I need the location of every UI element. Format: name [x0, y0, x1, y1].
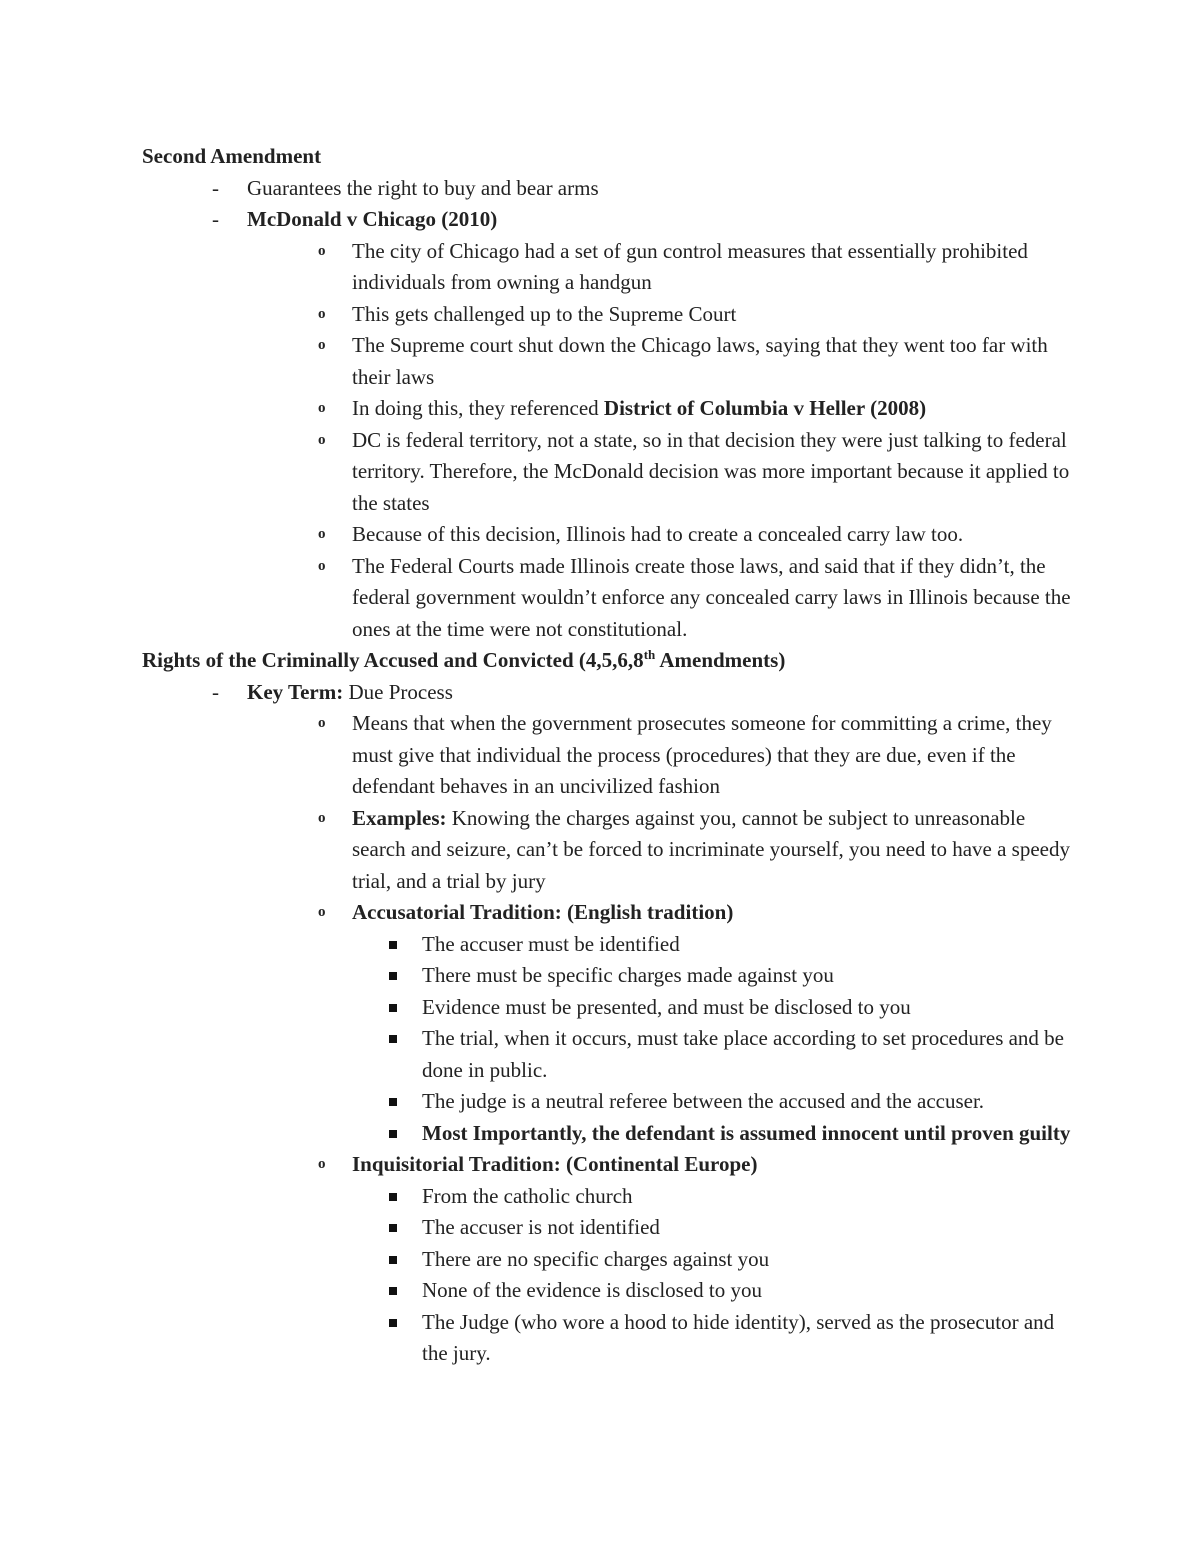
square-bullet — [389, 1224, 397, 1232]
list-item-text: There must be specific charges made against you — [422, 963, 834, 987]
list-item-text: Because of this decision, Illinois had to create a concealed carry law too. — [352, 522, 964, 546]
list-item-text: In doing this, they referenced — [352, 396, 604, 420]
circle-bullet: o — [318, 1156, 326, 1172]
due-process-sublist — [177, 708, 1082, 1370]
list-item-text: Guarantees the right to buy and bear arms — [247, 175, 599, 200]
square-bullet — [389, 1287, 397, 1295]
examples-label: Examples: — [352, 805, 447, 830]
list-item — [352, 1212, 1082, 1244]
accusatorial-sublist — [282, 929, 1082, 1150]
list-item — [282, 803, 1082, 898]
list-item — [282, 393, 1082, 425]
dash-bullet: - — [212, 175, 219, 200]
list-item-text: This gets challenged up to the Supreme Court — [352, 301, 737, 326]
list-item — [352, 1307, 1082, 1370]
list-item — [282, 1149, 1082, 1370]
mcdonald-sublist — [177, 236, 1082, 646]
list-item — [352, 1244, 1082, 1276]
key-term-label: Key Term: — [247, 679, 344, 704]
square-bullet — [389, 1130, 397, 1138]
list-item — [142, 204, 1082, 645]
heading-rights-accused — [142, 645, 1082, 677]
list-item — [282, 330, 1082, 393]
list-item — [352, 1118, 1082, 1150]
list-item — [282, 551, 1082, 646]
circle-bullet: o — [318, 904, 326, 920]
square-bullet — [389, 1004, 397, 1012]
list-item — [282, 708, 1082, 803]
heading-second-amendment: Second Amendment — [142, 144, 322, 168]
dash-bullet: - — [212, 679, 219, 704]
list-item — [352, 1086, 1082, 1118]
list-item-text: Most Importantly, the defendant is assumed innocent until proven guilty — [422, 1120, 1071, 1145]
circle-bullet: o — [318, 431, 326, 448]
square-bullet — [389, 1256, 397, 1264]
list-item — [282, 299, 1082, 331]
list-item-text: Knowing the charges against you, cannot be subject to unreasonable search and seizure, can’t be forced to incriminate yourself, you need to have a speedy trial, and a trial by jury — [352, 805, 1070, 893]
square-bullet — [389, 1319, 397, 1327]
list-item — [352, 992, 1082, 1024]
list-item-text: The accuser must be identified — [422, 931, 680, 956]
list-item — [282, 897, 1082, 1149]
circle-bullet: o — [318, 809, 326, 826]
list-item — [142, 677, 1082, 1370]
square-bullet — [389, 1193, 397, 1201]
list-item-text: From the catholic church — [422, 1183, 633, 1208]
list-item — [282, 519, 1082, 551]
list-item-text: None of the evidence is disclosed to you — [422, 1278, 762, 1302]
square-bullet — [389, 972, 397, 980]
list-item — [352, 1023, 1082, 1086]
list-item-text: DC is federal territory, not a state, so in that decision they were just talking to federal territory. Therefore, the McDonald decision was more important because it applied to the states — [352, 427, 1070, 515]
list-item — [282, 236, 1082, 299]
heading-text: Rights of the Criminally Accused and Convicted (4,5,6,8 — [142, 648, 644, 672]
list-item — [142, 173, 1082, 205]
list-item-text: The Judge (who wore a hood to hide identity), served as the prosecutor and the jury. — [422, 1309, 1055, 1365]
circle-bullet: o — [318, 242, 326, 259]
list-item — [352, 960, 1082, 992]
list-item-text: The Federal Courts made Illinois create those laws, and said that if they didn’t, the federal government wouldn’t enforce any concealed carry laws in Illinois because the ones at the time were not constitutional. — [352, 553, 1071, 641]
circle-bullet: o — [318, 557, 326, 574]
circle-bullet: o — [318, 337, 326, 353]
accusatorial-label: Accusatorial Tradition: (English tradition) — [352, 900, 734, 924]
list-item — [352, 1181, 1082, 1213]
circle-bullet: o — [318, 400, 326, 416]
inquisitorial-label: Inquisitorial Tradition: (Continental Europe) — [352, 1152, 758, 1176]
key-term-value: Due Process — [343, 679, 453, 704]
list-item — [352, 1275, 1082, 1307]
rights-list — [142, 677, 1082, 1370]
circle-bullet: o — [318, 715, 326, 731]
notes-content — [142, 141, 1082, 1370]
square-bullet — [389, 1098, 397, 1106]
list-item — [352, 929, 1082, 961]
heading-text-end: Amendments) — [655, 648, 786, 672]
second-amendment-list — [142, 173, 1082, 646]
list-item-text: The Supreme court shut down the Chicago laws, saying that they went too far with their laws — [352, 333, 1048, 389]
case-title: McDonald v Chicago (2010) — [247, 207, 498, 231]
list-item-text: The city of Chicago had a set of gun control measures that essentially prohibited individuals from owning a handgun — [352, 238, 1028, 294]
list-item-text: There are no specific charges against you — [422, 1246, 770, 1271]
circle-bullet: o — [318, 526, 326, 542]
list-item-text: Means that when the government prosecutes someone for committing a crime, they must give that individual the process (procedures) that they are due, even if the defendant behaves in an uncivilized fashion — [352, 711, 1052, 798]
list-item-text: Evidence must be presented, and must be disclosed to you — [422, 994, 911, 1019]
heading-superscript: th — [643, 647, 656, 662]
inquisitorial-sublist — [282, 1181, 1082, 1370]
list-item-text: The accuser is not identified — [422, 1215, 660, 1239]
dash-bullet: - — [212, 207, 219, 231]
case-reference: District of Columbia v Heller (2008) — [603, 396, 927, 420]
list-item-text: The judge is a neutral referee between the accused and the accuser. — [422, 1089, 985, 1113]
square-bullet — [389, 1035, 397, 1043]
list-item — [282, 425, 1082, 520]
circle-bullet: o — [318, 305, 326, 322]
square-bullet — [389, 941, 397, 949]
list-item-text: The trial, when it occurs, must take place according to set procedures and be done in public. — [422, 1026, 1065, 1082]
